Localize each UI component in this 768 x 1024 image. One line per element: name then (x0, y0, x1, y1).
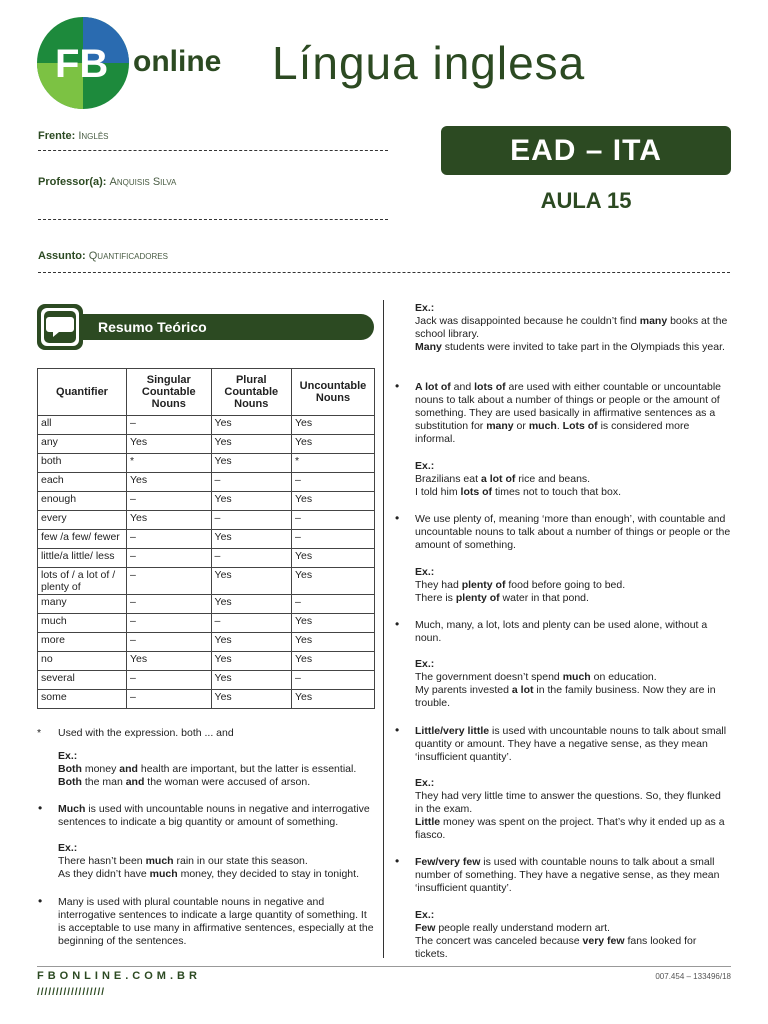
table-cell: enough (38, 492, 127, 511)
many-paragraph: Many is used with plural countable nouns in negative and interrogative sentences to indicate a large quantity of something. It is acceptable to use many in affirmative sentences, especially at the beginning of the sentences. (58, 896, 374, 947)
alone-paragraph: Much, many, a lot, lots and plenty can be used alone, without a noun. (415, 619, 708, 644)
table-cell: many (38, 595, 127, 614)
table-row (38, 690, 375, 709)
table-row (38, 473, 375, 492)
example-line: They had very little time to answer the questions. So, they flunked in the exam. (415, 790, 721, 815)
little-examples (415, 777, 731, 842)
professor-label: Professor(a): (38, 176, 107, 188)
table-cell: Yes (291, 652, 374, 671)
table-cell: Yes (211, 416, 291, 435)
table-body (38, 416, 375, 709)
page-title: Língua inglesa (272, 37, 586, 89)
frente-line (38, 130, 109, 142)
plenty-examples (415, 566, 731, 605)
table-cell: – (211, 511, 291, 530)
ex-label: Ex.: (415, 460, 435, 472)
table-cell: Yes (211, 530, 291, 549)
example-line: Brazilians eat a lot of rice and beans. (415, 473, 591, 485)
table-cell: – (291, 511, 374, 530)
table-cell: – (127, 568, 212, 595)
table-cell: Yes (127, 435, 212, 454)
bullet-icon: • (38, 801, 43, 815)
table-cell: little/a little/ less (38, 549, 127, 568)
table-row (38, 530, 375, 549)
bullet-icon: • (395, 854, 400, 868)
table-cell: both (38, 454, 127, 473)
assunto-value: Quantificadores (88, 250, 168, 262)
col-header: Uncountable Nouns (291, 369, 374, 416)
table-row (38, 568, 375, 595)
professor-line (38, 176, 176, 188)
frente-label: Frente: (38, 130, 76, 142)
resumo-bar (60, 314, 374, 340)
table-cell: Yes (211, 671, 291, 690)
table-cell: Yes (291, 492, 374, 511)
table-row (38, 595, 375, 614)
table-cell: – (127, 633, 212, 652)
example-line: The concert was canceled because very few fans looked for tickets. (415, 935, 697, 960)
divider (38, 219, 388, 220)
table-cell: Yes (127, 473, 212, 492)
footer-divider (37, 966, 731, 967)
col-header: Plural Countable Nouns (211, 369, 291, 416)
assunto-line (38, 250, 168, 262)
bullet-icon: • (395, 511, 400, 525)
bullet-icon: • (395, 617, 400, 631)
table-cell: Yes (291, 690, 374, 709)
table-cell: Yes (127, 652, 212, 671)
assunto-label: Assunto: (38, 250, 86, 262)
divider (38, 150, 388, 151)
table-cell: – (127, 530, 212, 549)
table-cell: some (38, 690, 127, 709)
star-mark: * (37, 727, 42, 739)
example-line: My parents invested a lot in the family business. Now they are in trouble. (415, 684, 716, 709)
ex-label: Ex.: (415, 909, 435, 921)
column-divider (383, 300, 384, 958)
table-cell: Yes (211, 633, 291, 652)
both-examples (58, 750, 375, 789)
little-paragraph: Little/very little is used with uncountable nouns to talk about small quantity or amount. They have a negative sense, as they mean ‘insufficient quantity’. (415, 725, 727, 763)
table-cell: Yes (211, 454, 291, 473)
table-cell: Yes (291, 633, 374, 652)
footer-site: FBONLINE.COM.BR (37, 970, 201, 982)
footer-slashes: ////////////////// (37, 987, 106, 998)
example-line: Both the man and the woman were accused of arson. (58, 776, 311, 788)
ead-badge: EAD – ITA (441, 126, 731, 175)
table-cell: * (127, 454, 212, 473)
table-cell: Yes (211, 492, 291, 511)
table-cell: Yes (291, 614, 374, 633)
table-cell: – (291, 473, 374, 492)
table-cell: – (127, 614, 212, 633)
alot-examples (415, 460, 731, 499)
table-row (38, 652, 375, 671)
table-row (38, 492, 375, 511)
table-cell: Yes (211, 595, 291, 614)
table-row (38, 671, 375, 690)
table-cell: several (38, 671, 127, 690)
table-header-row (38, 369, 375, 416)
aula-label: AULA 15 (540, 188, 632, 213)
alot-paragraph: A lot of and lots of are used with either countable or uncountable nouns to talk about a number of things or people or the amount of something. They are used basically in affirmative sentences as a substitution for many or much. Lots of is considered more informal. (415, 381, 722, 445)
divider (38, 272, 730, 273)
table-cell: lots of / a lot of / plenty of (38, 568, 127, 595)
table-cell: Yes (211, 652, 291, 671)
table-cell: Yes (291, 568, 374, 595)
example-line: The government doesn’t spend much on education. (415, 671, 657, 683)
table-cell: Yes (211, 435, 291, 454)
ex-label: Ex.: (415, 566, 435, 578)
table-cell: Yes (211, 690, 291, 709)
table-cell: Yes (127, 511, 212, 530)
example-line: Both money and health are important, but the latter is essential. (58, 763, 357, 775)
bullet-icon: • (395, 723, 400, 737)
table-cell: – (211, 549, 291, 568)
table-cell: * (291, 454, 374, 473)
table-cell: – (211, 473, 291, 492)
table-row (38, 614, 375, 633)
table-row (38, 454, 375, 473)
table-row (38, 549, 375, 568)
professor-value: Anquisis Silva (109, 176, 177, 188)
table-row (38, 416, 375, 435)
example-line: As they didn’t have much money, they decided to stay in tonight. (58, 868, 359, 880)
table-cell: – (127, 595, 212, 614)
table-cell: Yes (291, 549, 374, 568)
table-row (38, 633, 375, 652)
table-cell: all (38, 416, 127, 435)
table-cell: each (38, 473, 127, 492)
many-examples (415, 302, 731, 354)
bullet-icon: • (38, 894, 43, 908)
table-cell: Yes (211, 568, 291, 595)
table-cell: – (127, 671, 212, 690)
example-line: Few people really understand modern art. (415, 922, 610, 934)
table-cell: more (38, 633, 127, 652)
table-cell: every (38, 511, 127, 530)
example-line: I told him lots of times not to touch that box. (415, 486, 622, 498)
much-examples (58, 842, 375, 881)
alone-examples (415, 658, 731, 710)
fb-online-logo (35, 15, 225, 110)
much-paragraph: Much is used with uncountable nouns in negative and interrogative sentences to indicate a big quantity or amount of something. (58, 803, 370, 828)
example-line: There hasn’t been much rain in our state this season. (58, 855, 308, 867)
example-line: There is plenty of water in that pond. (415, 592, 589, 604)
col-header: Quantifier (38, 369, 127, 416)
svg-text:FB: FB (55, 42, 109, 86)
few-paragraph: Few/very few is used with countable nouns to talk about a small number of something. They have a negative sense, as they mean ‘insufficient quantity’. (415, 856, 720, 894)
resumo-label: Resumo Teórico (98, 319, 207, 335)
table-cell: much (38, 614, 127, 633)
ex-label: Ex.: (58, 750, 78, 762)
frente-value: Inglês (78, 130, 109, 142)
ex-label: Ex.: (415, 658, 435, 670)
table-cell: – (127, 492, 212, 511)
example-line: They had plenty of food before going to bed. (415, 579, 626, 591)
star-note-text: Used with the expression. both ... and (58, 727, 234, 739)
ex-label: Ex.: (415, 302, 435, 314)
plenty-paragraph: We use plenty of, meaning ‘more than enough’, with countable and uncountable nouns to talk about a number of things or people or the amount of something. (415, 513, 731, 551)
example-line: Little money was spent on the project. That’s why it ended up as a fiasco. (415, 816, 725, 841)
table-cell: – (291, 595, 374, 614)
table-cell: Yes (291, 416, 374, 435)
table-cell: Yes (291, 435, 374, 454)
few-examples (415, 909, 731, 961)
table-cell: – (127, 416, 212, 435)
ex-label: Ex.: (415, 777, 435, 789)
footer-code: 007.454 – 133496/18 (655, 972, 731, 981)
ex-label: Ex.: (58, 842, 78, 854)
table-cell: any (38, 435, 127, 454)
bullet-icon: • (395, 379, 400, 393)
table-cell: few /a few/ fewer (38, 530, 127, 549)
table-cell: – (291, 530, 374, 549)
table-cell: – (127, 690, 212, 709)
table-row (38, 435, 375, 454)
example-line: Jack was disappointed because he couldn’t find many books at the school library. (415, 315, 728, 340)
table-cell: – (291, 671, 374, 690)
table-cell: – (211, 614, 291, 633)
col-header: Singular Countable Nouns (127, 369, 212, 416)
table-row (38, 511, 375, 530)
table-cell: no (38, 652, 127, 671)
quantifier-table (37, 368, 375, 709)
svg-text:online: online (133, 45, 222, 78)
chat-icon (37, 304, 83, 350)
example-line: Many students were invited to take part in the Olympiads this year. (415, 341, 725, 353)
table-cell: – (127, 549, 212, 568)
